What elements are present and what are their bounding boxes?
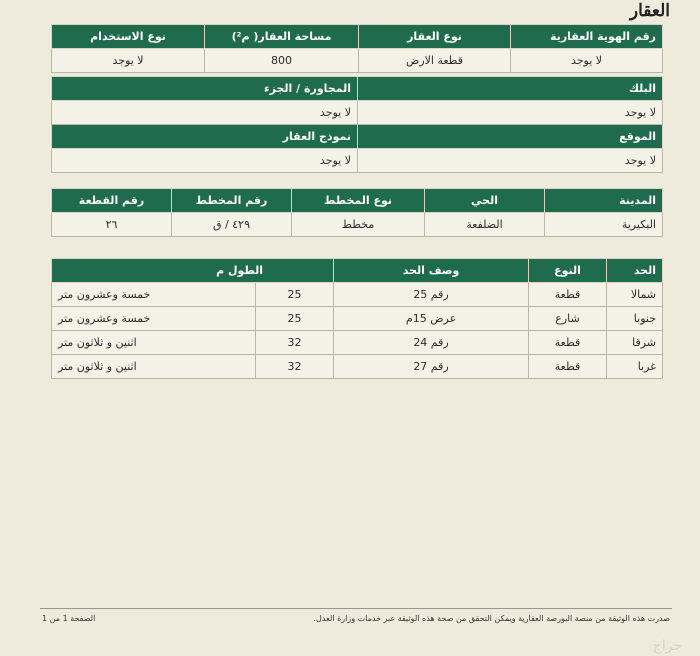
value-property-id: لا يوجد — [511, 49, 663, 73]
header-neighborhood-part: المجاورة / الجزء — [52, 77, 358, 101]
border-description: رقم 27 — [334, 355, 529, 379]
border-type: شارع — [529, 307, 607, 331]
border-direction: شرقا — [607, 331, 663, 355]
header-plan-number: رقم المخطط — [172, 189, 292, 213]
value-neighborhood-part: لا يوجد — [52, 101, 358, 125]
table-row — [52, 307, 663, 331]
borders-table — [51, 258, 663, 379]
border-direction: شمالا — [607, 283, 663, 307]
value-district: الضلفعة — [425, 213, 545, 237]
plan-table — [51, 188, 663, 237]
footer-divider — [40, 608, 672, 609]
header-property-area: مساحة العقار( م²) — [205, 25, 359, 49]
border-type: قطعة — [529, 331, 607, 355]
value-property-type: قطعة الارض — [359, 49, 511, 73]
header-property-type: نوع العقار — [359, 25, 511, 49]
footer-note: صدرت هذه الوثيقة من منصة البورصة العقارية ويمكن التحقق من صحة هذه الوثيقة عبر خدمات وزارة العدل. — [313, 614, 670, 623]
property-info-table — [51, 24, 663, 73]
value-location: لا يوجد — [358, 149, 663, 173]
header-property-model: نموذج العقار — [52, 125, 358, 149]
value-plan-number: ٤٢٩ / ق — [172, 213, 292, 237]
table-row — [52, 283, 663, 307]
border-length-text: اثنين و ثلاثون متر — [52, 331, 256, 355]
table-row — [52, 331, 663, 355]
page-title: العقار — [629, 1, 670, 21]
value-plan-type: مخطط — [292, 213, 425, 237]
border-length: 32 — [256, 331, 334, 355]
value-property-area: 800 — [205, 49, 359, 73]
value-plot-number: ٢٦ — [52, 213, 172, 237]
page-number: الصفحة 1 من 1 — [42, 614, 96, 623]
value-property-model: لا يوجد — [52, 149, 358, 173]
header-plan-type: نوع المخطط — [292, 189, 425, 213]
border-type: قطعة — [529, 283, 607, 307]
border-description: رقم 24 — [334, 331, 529, 355]
watermark-logo: حراج — [652, 638, 682, 654]
border-length-text: خمسة وعشرون متر — [52, 307, 256, 331]
value-city: البكيرية — [545, 213, 663, 237]
header-border: الحد — [607, 259, 663, 283]
header-border-type: النوع — [529, 259, 607, 283]
border-description: عرض 15م — [334, 307, 529, 331]
header-property-id: رقم الهوية العقارية — [511, 25, 663, 49]
header-location: الموقع — [358, 125, 663, 149]
header-length: الطول م — [52, 259, 334, 283]
border-length: 32 — [256, 355, 334, 379]
border-length-text: اثنين و ثلاثون متر — [52, 355, 256, 379]
border-direction: غربا — [607, 355, 663, 379]
header-block: البلك — [358, 77, 663, 101]
border-description: رقم 25 — [334, 283, 529, 307]
border-length: 25 — [256, 283, 334, 307]
header-city: المدينة — [545, 189, 663, 213]
border-direction: جنوبا — [607, 307, 663, 331]
border-length: 25 — [256, 307, 334, 331]
table-row — [52, 355, 663, 379]
border-length-text: خمسة وعشرون متر — [52, 283, 256, 307]
header-plot-number: رقم القطعة — [52, 189, 172, 213]
value-usage-type: لا يوجد — [52, 49, 205, 73]
header-border-description: وصف الحد — [334, 259, 529, 283]
header-usage-type: نوع الاستخدام — [52, 25, 205, 49]
value-block: لا يوجد — [358, 101, 663, 125]
location-table — [51, 76, 663, 173]
border-type: قطعة — [529, 355, 607, 379]
header-district: الحي — [425, 189, 545, 213]
